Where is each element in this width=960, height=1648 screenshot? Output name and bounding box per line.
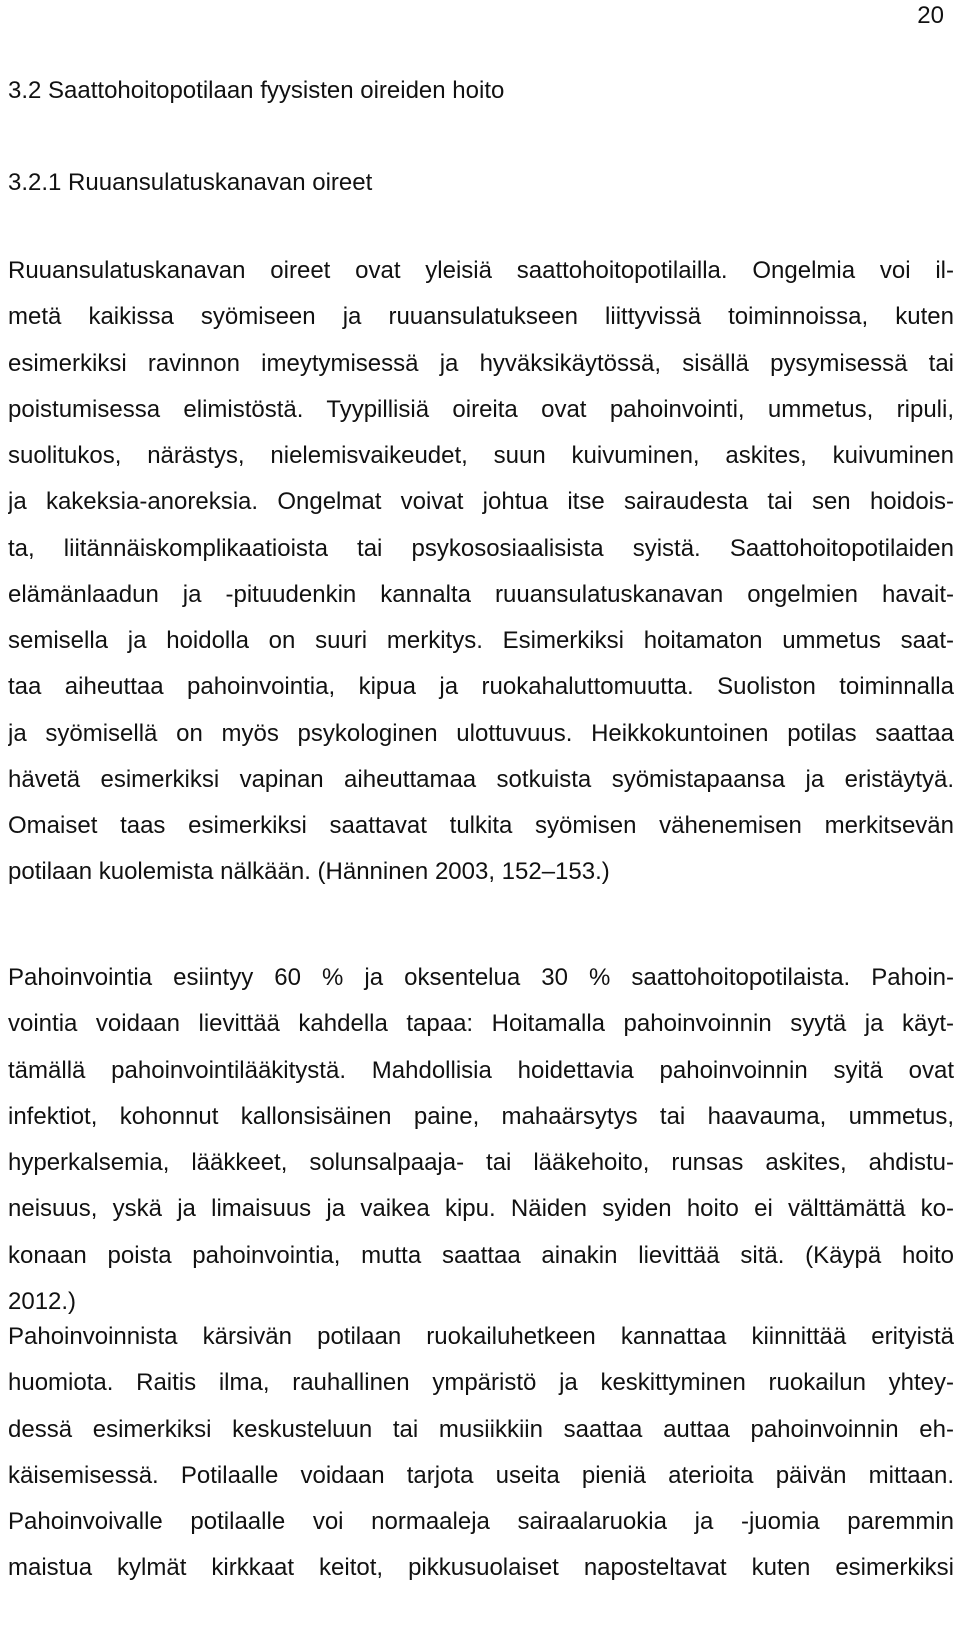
paragraph-line: semisella ja hoidolla on suuri merkitys. Esimerkiksi hoitamaton ummetus saat- bbox=[8, 627, 954, 654]
paragraph-line: ja syömisellä on myös psykologinen ulottuvuus. Heikkokuntoinen potilas saattaa bbox=[8, 719, 954, 747]
paragraph-line: suolitukos, närästys, nielemisvaikeudet, suun kuivuminen, askites, kuivuminen bbox=[8, 442, 954, 469]
paragraph-line: vointia voidaan lievittää kahdella tapaa: Hoitamalla pahoinvoinnin syytä ja käyt- bbox=[8, 1010, 954, 1038]
paragraph-line: taa aiheuttaa pahoinvointia, kipua ja ruokahaluttomuutta. Suoliston toiminnalla bbox=[8, 673, 954, 701]
paragraph-line: Pahoinvoinnista kärsivän potilaan ruokailuhetkeen kannattaa kiinnittää erityistä bbox=[8, 1323, 954, 1350]
section-heading: 3.2 Saattohoitopotilaan fyysisten oireiden hoito bbox=[8, 77, 505, 104]
paragraph-line: metä kaikissa syömiseen ja ruuansulatukseen liittyvissä toiminnoissa, kuten bbox=[8, 303, 954, 331]
paragraph-line: ja kakeksia-anoreksia. Ongelmat voivat johtua itse sairaudesta tai sen hoidois- bbox=[8, 488, 954, 516]
paragraph-line: hävetä esimerkiksi vapinan aiheuttamaa sotkuista syömistapaansa ja eristäytyä. bbox=[8, 765, 954, 793]
paragraph-1 bbox=[8, 248, 954, 896]
paragraph-line: hyperkalsemia, lääkkeet, solunsalpaaja- tai lääkehoito, runsas askites, ahdistu- bbox=[8, 1149, 954, 1176]
paragraph-3 bbox=[8, 1314, 954, 1592]
paragraph-line: Pahoinvointia esiintyy 60 % ja oksentelua 30 % saattohoitopotilaista. Pahoin- bbox=[8, 964, 954, 991]
subsection-heading: 3.2.1 Ruuansulatuskanavan oireet bbox=[8, 169, 373, 196]
paragraph-line: huomiota. Raitis ilma, rauhallinen ympäristö ja keskittyminen ruokailun yhtey- bbox=[8, 1369, 954, 1397]
paragraph-line: Pahoinvoivalle potilaalle voi normaaleja sairaalaruokia ja -juomia paremmin bbox=[8, 1508, 954, 1535]
paragraph-line: tämällä pahoinvointilääkitystä. Mahdollisia hoidettavia pahoinvoinnin syitä ovat bbox=[8, 1056, 954, 1084]
page-number: 20 bbox=[917, 2, 944, 29]
paragraph-line: ta, liitännäiskomplikaatioista tai psykososiaalisista syistä. Saattohoitopotilaiden bbox=[8, 534, 954, 562]
paragraph-2 bbox=[8, 955, 954, 1325]
paragraph-line: Ruuansulatuskanavan oireet ovat yleisiä saattohoitopotilailla. Ongelmia voi il- bbox=[8, 257, 954, 284]
paragraph-line: käisemisessä. Potilaalle voidaan tarjota useita pieniä aterioita päivän mittaan. bbox=[8, 1461, 954, 1489]
paragraph-line: maistua kylmät kirkkaat keitot, pikkusuolaiset naposteltavat kuten esimerkiksi bbox=[8, 1554, 954, 1582]
paragraph-line: infektiot, kohonnut kallonsisäinen paine, mahaärsytys tai haavauma, ummetus, bbox=[8, 1102, 954, 1130]
paragraph-line: 2012.) bbox=[8, 1287, 77, 1315]
paragraph-line: neisuus, yskä ja limaisuus ja vaikea kipu. Näiden syiden hoito ei välttämättä ko- bbox=[8, 1195, 954, 1223]
paragraph-line: konaan poista pahoinvointia, mutta saattaa ainakin lievittää sitä. (Käypä hoito bbox=[8, 1241, 954, 1269]
paragraph-line: dessä esimerkiksi keskusteluun tai musiikkiin saattaa auttaa pahoinvoinnin eh- bbox=[8, 1415, 954, 1443]
paragraph-line: esimerkiksi ravinnon imeytymisessä ja hyväksikäytössä, sisällä pysymisessä tai bbox=[8, 349, 954, 377]
paragraph-line: potilaan kuolemista nälkään. (Hänninen 2003, 152–153.) bbox=[8, 858, 610, 886]
paragraph-line: elämänlaadun ja -pituudenkin kannalta ruuansulatuskanavan ongelmien havait- bbox=[8, 580, 954, 608]
paragraph-line: Omaiset taas esimerkiksi saattavat tulkita syömisen vähenemisen merkitsevän bbox=[8, 812, 954, 839]
paragraph-line: poistumisessa elimistöstä. Tyypillisiä oireita ovat pahoinvointi, ummetus, ripuli, bbox=[8, 395, 954, 423]
